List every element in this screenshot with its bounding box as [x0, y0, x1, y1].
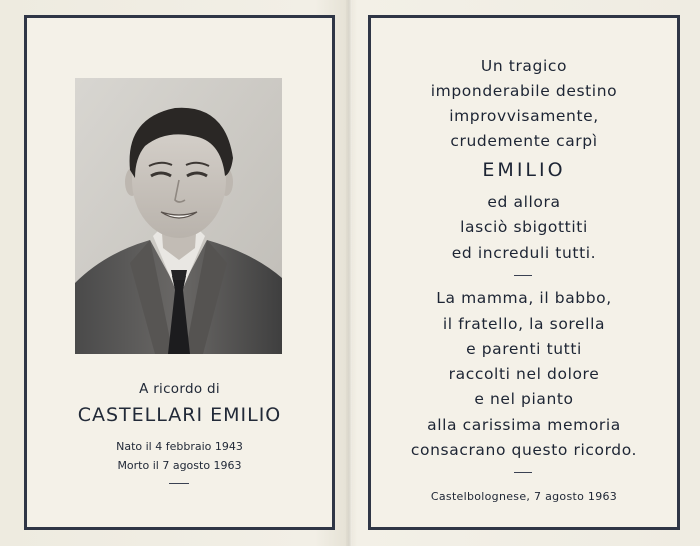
- right-panel: [368, 15, 680, 530]
- verse-line: alla carissima memoria: [427, 416, 621, 434]
- birth-date: Nato il 4 febbraio 1943: [116, 440, 243, 453]
- verse-line: imponderabile destino: [430, 82, 618, 100]
- place-and-date: Castelbolognese, 7 agosto 1963: [430, 490, 618, 503]
- verse-line: lasciò sbigottiti: [460, 218, 588, 236]
- verse-line: La mamma, il babbo,: [436, 289, 612, 307]
- verse-line: consacrano questo ricordo.: [410, 441, 638, 459]
- verse-line: ed allora: [487, 193, 561, 211]
- verse-line: raccolti nel dolore: [448, 365, 600, 383]
- verse-line: Un tragico: [480, 57, 568, 75]
- deceased-name: CASTELLARI EMILIO: [77, 404, 282, 426]
- emilio-name: EMILIO: [482, 159, 566, 181]
- right-divider-bottom: [514, 472, 532, 473]
- death-date: Morto il 7 agosto 1963: [117, 459, 242, 472]
- verse-line: il fratello, la sorella: [442, 315, 606, 333]
- verse-line: crudemente carpì: [450, 132, 598, 150]
- in-memory-of-label: A ricordo di: [139, 381, 220, 397]
- verse-line: improvvisamente,: [449, 107, 599, 125]
- verse-line: ed increduli tutti.: [451, 244, 597, 262]
- verse-line: e parenti tutti: [466, 340, 582, 358]
- right-divider-top: [514, 275, 532, 276]
- left-panel: [24, 15, 335, 530]
- portrait-photo: [75, 78, 282, 354]
- verse-line: e nel pianto: [474, 390, 574, 408]
- card-fold: [346, 0, 352, 546]
- left-divider: [169, 483, 189, 484]
